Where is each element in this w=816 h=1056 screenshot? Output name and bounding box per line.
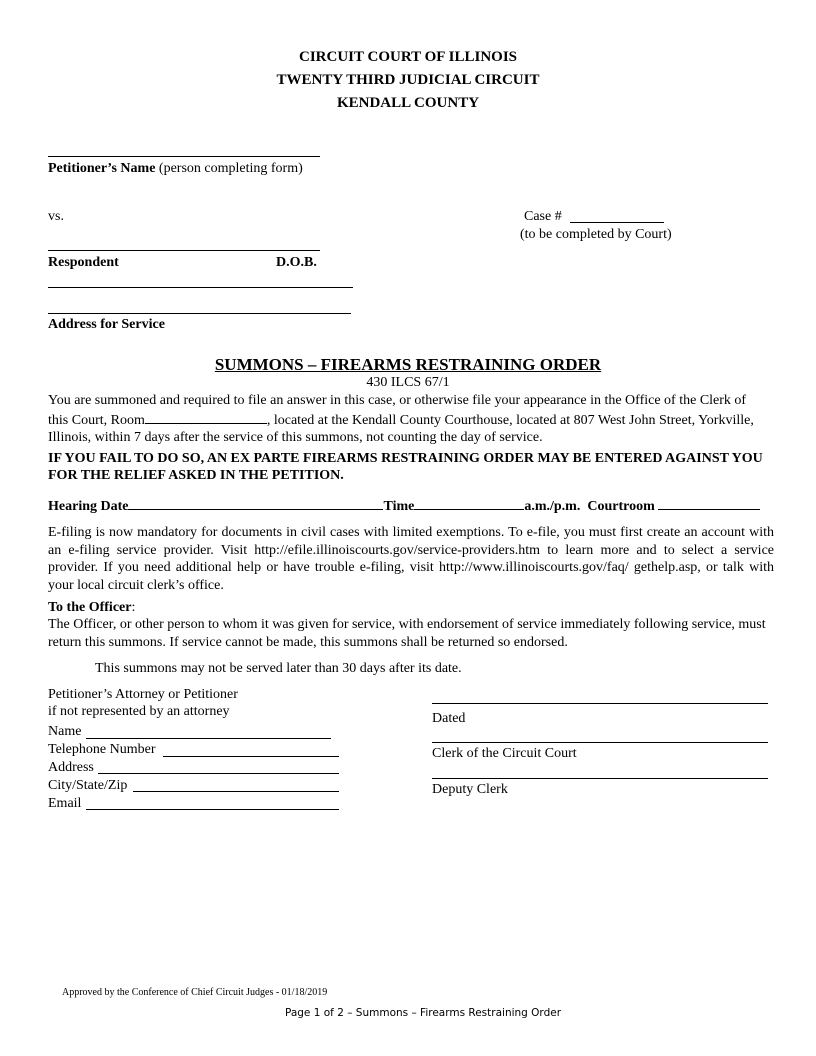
approval-note: Approved by the Conference of Chief Circuit Judges - 01/18/2019 [62, 987, 328, 998]
versus-label: vs. [48, 209, 64, 224]
attorney-name-line[interactable] [86, 738, 331, 739]
attorney-phone-label: Telephone Number [48, 742, 156, 757]
officer-heading: To the Officer [48, 600, 132, 615]
officer-heading-row [48, 599, 135, 617]
clerk-signature-line[interactable] [432, 742, 768, 743]
petitioner-name-line[interactable] [48, 156, 320, 157]
petitioner-label [48, 160, 303, 178]
officer-heading-colon: : [131, 600, 136, 615]
case-number-note: (to be completed by Court) [520, 227, 672, 242]
deputy-clerk-label: Deputy Clerk [432, 782, 508, 797]
case-number-label: Case # [524, 209, 562, 224]
time-blank[interactable] [414, 496, 524, 510]
efiling-notice: E-filing is now mandatory for documents in civil cases with limited exemptions. To e-file, you must first create an account with an e-filing service provider. Visit http://efile.illinoiscourts.gov/service-providers.htm to learn more and to select a service provider. If you need additional help or have trouble e-filing, visit http://www.illinoiscourts.gov/faq/ gethelp.asp, or talk with your local circuit clerk’s office. [48, 525, 774, 593]
respondent-line[interactable] [48, 250, 320, 251]
time-label: Time [383, 499, 415, 514]
hearing-date-blank[interactable] [128, 496, 383, 510]
officer-instructions: The Officer, or other person to whom it was given for service, with endorsement of service immediately following service, must return this summons. If service cannot be made, this summons shall be returned so endorsed. [48, 617, 766, 650]
attorney-name-label: Name [48, 724, 82, 739]
dated-label: Dated [432, 711, 466, 726]
court-name: CIRCUIT COURT OF ILLINOIS [299, 49, 517, 65]
county-name: KENDALL COUNTY [336, 95, 480, 111]
summons-text-a: You are summoned and required to file an answer in this case, or otherwise file your appearance in the Office of the Clerk of this Court, Room [48, 393, 747, 428]
attorney-email-line[interactable] [86, 809, 339, 810]
attorney-address-label: Address [48, 760, 94, 775]
attorney-heading-1: Petitioner’s Attorney or Petitioner [48, 687, 238, 702]
address-for-service-label: Address for Service [48, 317, 165, 332]
courtroom-blank[interactable] [658, 496, 760, 510]
ampm-label: a.m./p.m. [524, 499, 581, 514]
thirty-day-notice: This summons may not be served later than 30 days after its date. [95, 661, 462, 676]
dob-label: D.O.B. [276, 255, 317, 270]
petitioner-note: (person completing form) [158, 161, 303, 176]
hearing-row [48, 496, 778, 516]
attorney-address-line[interactable] [98, 773, 339, 774]
hearing-date-label: Hearing Date [48, 499, 129, 514]
attorney-phone-line[interactable] [163, 756, 339, 757]
attorney-email-label: Email [48, 796, 82, 811]
address-line-2[interactable] [48, 313, 351, 314]
respondent-label: Respondent [48, 255, 119, 270]
attorney-heading-2: if not represented by an attorney [48, 704, 230, 719]
circuit-name: TWENTY THIRD JUDICIAL CIRCUIT [276, 72, 540, 88]
summons-text-b: , located at the Kendall County Courthouse, located at 807 West John Street, Yorkville, Illinois, within 7 days after the service of this summons, not counting the day of service. [48, 412, 754, 445]
summons-paragraph [48, 392, 766, 447]
petitioner-name-label: Petitioner’s Name [48, 161, 156, 176]
courtroom-label: Courtroom [587, 499, 655, 514]
summons-title: SUMMONS – FIREARMS RESTRAINING ORDER [214, 355, 602, 374]
attorney-city-label: City/State/Zip [48, 778, 128, 793]
clerk-label: Clerk of the Circuit Court [432, 746, 577, 761]
case-number-line[interactable] [570, 222, 664, 223]
deputy-signature-line[interactable] [432, 778, 768, 779]
address-line-1[interactable] [48, 287, 353, 288]
dated-line[interactable] [432, 703, 768, 704]
page-footer: Page 1 of 2 – Summons – Firearms Restraining Order [284, 1007, 562, 1019]
room-blank[interactable] [145, 410, 267, 424]
attorney-city-line[interactable] [133, 791, 339, 792]
default-warning: IF YOU FAIL TO DO SO, AN EX PARTE FIREARMS RESTRAINING ORDER MAY BE ENTERED AGAINST YOU FOR THE RELIEF ASKED IN THE PETITION. [48, 451, 763, 483]
statute-reference: 430 ILCS 67/1 [366, 375, 450, 390]
